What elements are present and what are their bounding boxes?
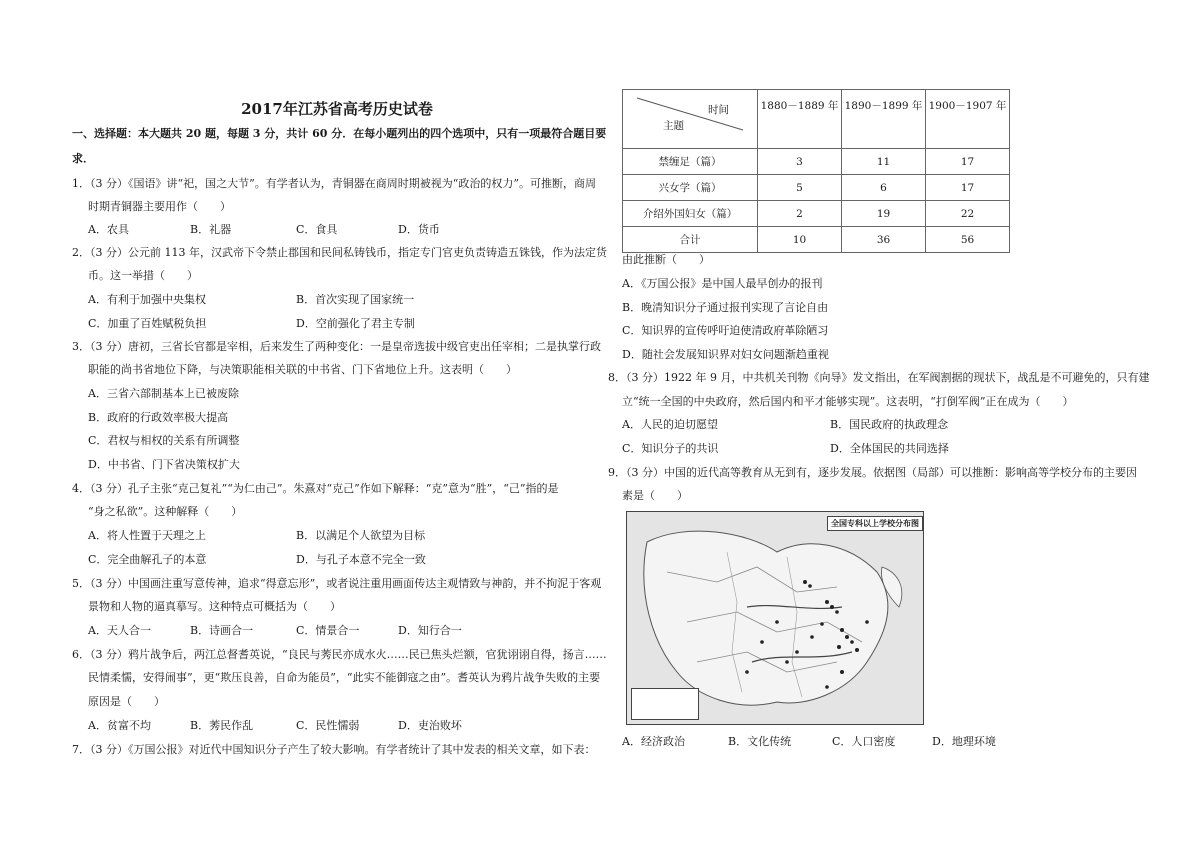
table-row-label: 兴女学（篇） (623, 175, 758, 201)
school-distribution-map (626, 511, 924, 725)
table-row-label: 合计 (623, 227, 758, 253)
q8-option-c: C．知识分子的共识 (622, 442, 719, 455)
table-cell: 3 (758, 149, 842, 175)
q2-line2: 币。这一举措（ ） (88, 269, 198, 282)
q1-option-a: A．农具 (88, 223, 129, 236)
q8-line2: 立“统一全国的中央政府，然后国内和平才能够实现”。这表明，“打倒军阀”正在成为（ ） (622, 395, 1074, 408)
q8-option-a: A．人民的迫切愿望 (622, 418, 718, 431)
table-header-row (623, 90, 1010, 149)
q5-option-d: D．知行合一 (398, 624, 462, 637)
q7-stats-table (622, 89, 1010, 253)
table-cell: 17 (926, 175, 1010, 201)
q9-option-b: B．文化传统 (728, 735, 792, 748)
q5-option-b: B．诗画合一 (190, 624, 254, 637)
q8-option-b: B．国民政府的执政理念 (830, 418, 949, 431)
q9-line1: 9．（3 分）中国的近代高等教育从无到有，逐步发展。依据图（局部）可以推断：影响高等学校分布的主要因 (608, 466, 1137, 479)
q4-line1: 4．（3 分）孔子主张“克己复礼”“为仁由己”。朱熹对“克己”作如下解释：“克”意为“胜”，“己”指的是 (72, 482, 559, 495)
table-cell: 2 (758, 201, 842, 227)
q9-option-d: D．地理环境 (932, 735, 996, 748)
q2-option-c: C．加重了百姓赋税负担 (88, 317, 207, 330)
table-row (623, 227, 1010, 253)
table-row (623, 175, 1010, 201)
q6-option-b: B．莠民作乱 (190, 719, 254, 732)
table-cell: 19 (842, 201, 926, 227)
q5-line2: 景物和人物的逼真摹写。这种特点可概括为（ ） (88, 600, 341, 613)
table-cell: 36 (842, 227, 926, 253)
q9-option-c: C．人口密度 (832, 735, 896, 748)
q4-option-b: B．以满足个人欲望为目标 (296, 529, 426, 542)
q2-line1: 2．（3 分）公元前 113 年，汉武帝下令禁止郡国和民间私铸钱币，指定专门官吏负责铸造五铢钱，作为法定货 (72, 246, 607, 259)
q8-option-d: D．全体国民的共同选择 (830, 442, 949, 455)
q4-option-d: D．与孔子本意不完全一致 (296, 553, 426, 566)
q7-option-a: A．《万国公报》是中国人最早创办的报刊 (622, 277, 823, 290)
q6-option-a: A．贫富不均 (88, 719, 151, 732)
q1-line2: 时期青铜器主要用作（ ） (88, 200, 231, 213)
map-title: 全国专科以上学校分布图 (827, 516, 923, 531)
q9-line2: 素是（ ） (622, 489, 688, 502)
table-cell: 56 (926, 227, 1010, 253)
table-header-cell: 1890－1899 年 (842, 90, 926, 149)
q3-line1: 3．（3 分）唐初，三省长官都是宰相，后来发生了两种变化：一是皇帝选拔中级官吏出任宰相；二是执掌行政 (72, 340, 601, 353)
q7-option-d: D．随社会发展知识界对妇女问题渐趋重视 (622, 348, 829, 361)
q6-line3: 原因是（ ） (88, 695, 165, 708)
q1-option-b: B．礼器 (190, 223, 232, 236)
q4-line2: “身之私欲”。这种解释（ ） (88, 505, 243, 518)
q2-option-b: B．首次实现了国家统一 (296, 293, 415, 306)
q2-option-d: D．空前强化了君主专制 (296, 317, 415, 330)
q6-line2: 民情柔懦，安得闹事”，更“欺压良善，自命为能员”，“此实不能御寇之由”。耆英认为鸦片战争失败的主要 (88, 671, 601, 684)
table-row-label: 禁缠足（篇） (623, 149, 758, 175)
section-header-line2: 求． (72, 152, 94, 165)
q5-option-c: C．情景合一 (296, 624, 360, 637)
q6-option-c: C．民性懦弱 (296, 719, 360, 732)
q9-option-a: A．经济政治 (622, 735, 685, 748)
table-corner-cell (623, 90, 758, 149)
q3-option-d: D．中书省、门下省决策权扩大 (88, 458, 240, 471)
q3-option-a: A．三省六部制基本上已被废除 (88, 387, 239, 400)
table-cell: 22 (926, 201, 1010, 227)
q6-line1: 6．（3 分）鸦片战争后，两江总督耆英说，“良民与莠民亦成水火……民已焦头烂额，官犹诩诩自得，扬言…… (72, 648, 607, 661)
q1-line1: 1．（3 分）《国语》讲“祀，国之大节”。有学者认为，青铜器在商周时期被视为“政治的权力”。可推断，商周 (72, 177, 596, 190)
q2-option-a: A．有利于加强中央集权 (88, 293, 206, 306)
table-row (623, 149, 1010, 175)
q7-option-b: B．晚清知识分子通过报刊实现了言论自由 (622, 301, 829, 314)
section-header-line1: 一、选择题：本大题共 20 题，每题 3 分，共计 60 分．在每小题列出的四个选项中，只有一项最符合题目要 (72, 127, 607, 140)
table-diagonal-line (623, 90, 757, 140)
table-header-cell: 1880－1889 年 (758, 90, 842, 149)
q4-option-a: A．将人性置于天理之上 (88, 529, 206, 542)
table-cell: 11 (842, 149, 926, 175)
q3-option-b: B．政府的行政效率极大提高 (88, 411, 229, 424)
q5-line1: 5．（3 分）中国画注重写意传神，追求“得意忘形”，或者说注重用画面传达主观情致与神韵，并不拘泥于客观 (72, 577, 602, 590)
table-corner-top: 时间 (708, 104, 729, 116)
q7-after: 由此推断（ ） (622, 253, 710, 266)
exam-title: 2017年江苏省高考历史试卷 (241, 100, 433, 118)
q6-option-d: D．吏治败坏 (398, 719, 462, 732)
q5-option-a: A．天人合一 (88, 624, 151, 637)
q8-line1: 8．（3 分）1922 年 9 月，中共机关刊物《向导》发文指出，在军阀割据的现状下，战乱是不可避免的，只有建 (608, 371, 1150, 384)
q3-line2: 职能的尚书省地位下降，与决策职能相关联的中书省、门下省地位上升。这表明（ ） (88, 363, 517, 376)
q3-option-c: C．君权与相权的关系有所调整 (88, 434, 240, 447)
table-row-label: 介绍外国妇女（篇） (623, 201, 758, 227)
table-row (623, 201, 1010, 227)
table-cell: 17 (926, 149, 1010, 175)
table-cell: 10 (758, 227, 842, 253)
table-cell: 5 (758, 175, 842, 201)
q7-line1: 7．（3 分）《万国公报》对近代中国知识分子产生了较大影响。有学者统计了其中发表的相关文章，如下表： (72, 743, 596, 756)
q4-option-c: C．完全曲解孔子的本意 (88, 553, 207, 566)
q1-option-c: C．食具 (296, 223, 338, 236)
q1-option-d: D．货币 (398, 223, 440, 236)
table-corner-bottom: 主题 (663, 120, 684, 132)
table-cell: 6 (842, 175, 926, 201)
q7-option-c: C．知识界的宣传呼吁迫使清政府革除陋习 (622, 324, 829, 337)
map-legend (631, 688, 699, 720)
table-header-cell: 1900－1907 年 (926, 90, 1010, 149)
